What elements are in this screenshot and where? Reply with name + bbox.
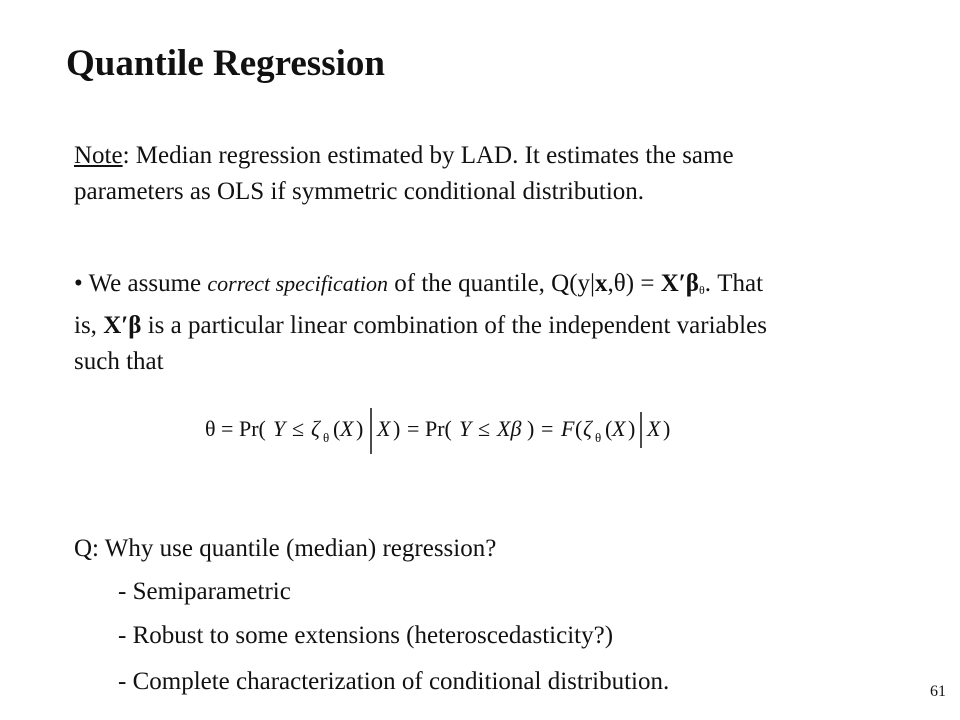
svg-text:): ) (628, 416, 636, 441)
reason-item-3: - Complete characterization of conditional distribution. (118, 668, 670, 695)
formula-zsub-1: θ (323, 430, 330, 445)
assumption-lead: We assume (88, 270, 202, 297)
assumption-is: is, (74, 312, 97, 339)
formula-theta: θ (205, 416, 216, 441)
formula-pr-2: Pr( (425, 416, 452, 441)
formula-x-4: X (647, 416, 661, 441)
formula-eq-3: = (541, 416, 554, 441)
quantile-formula (205, 402, 795, 458)
question-text: Q: Why use quantile (median) regression? (74, 535, 497, 562)
assumption-paragraph (74, 266, 934, 380)
note-line2: parameters as OLS if symmetric conditional distribution. (74, 178, 645, 205)
formula-eq-1: = (221, 416, 234, 441)
svg-text:): ) (663, 416, 671, 441)
formula-pr-1: Pr( (239, 416, 266, 441)
formula-y-1: Y (273, 416, 286, 441)
page-number: 61 (930, 683, 946, 700)
assumption-end-line1: . That (704, 270, 764, 297)
bullet-icon: • (74, 270, 83, 297)
formula-x-2: X (377, 416, 391, 441)
assumption-line3: such that (74, 348, 164, 375)
svg-text:(: ( (575, 416, 583, 441)
assumption-mid: of the quantile, Q(y| (394, 270, 596, 297)
svg-text:): ) (393, 416, 401, 441)
reason-item-1: - Semiparametric (118, 578, 291, 605)
formula-zeta-1: ζ (311, 416, 320, 441)
formula-xbeta: Xβ (497, 416, 522, 441)
reason-item-2: - Robust to some extensions (heteroscedasticity?) (118, 622, 614, 649)
note-paragraph (74, 138, 934, 210)
svg-text:): ) (356, 416, 364, 441)
slide-title: Quantile Regression (66, 43, 385, 84)
note-line1: : Median regression estimated by LAD. It estimates the same (122, 142, 734, 169)
formula-le-2: ≤ (478, 416, 491, 441)
formula-zsub-2: θ (595, 430, 602, 445)
svg-text:(: ( (333, 416, 341, 441)
assumption-italic: correct specification (207, 271, 389, 296)
formula-f: F (561, 416, 575, 441)
svg-text:): ) (527, 416, 535, 441)
formula-y-2: Y (459, 416, 472, 441)
assumption-theta-sub: θ (698, 283, 705, 297)
formula-x-1: X (340, 416, 354, 441)
assumption-xbeta-2: X′β (103, 312, 142, 339)
svg-text:(: ( (605, 416, 613, 441)
assumption-theta: ,θ) = (607, 270, 655, 297)
formula-x-3: X (612, 416, 626, 441)
formula-le-1: ≤ (292, 416, 305, 441)
note-label: Note (74, 142, 123, 169)
assumption-xbeta: X′β (660, 270, 699, 297)
assumption-rest: is a particular linear combination of the independent variables (147, 312, 767, 339)
formula-eq-2: = (407, 416, 420, 441)
formula-zeta-2: ζ (583, 416, 592, 441)
assumption-x: x (595, 270, 608, 297)
